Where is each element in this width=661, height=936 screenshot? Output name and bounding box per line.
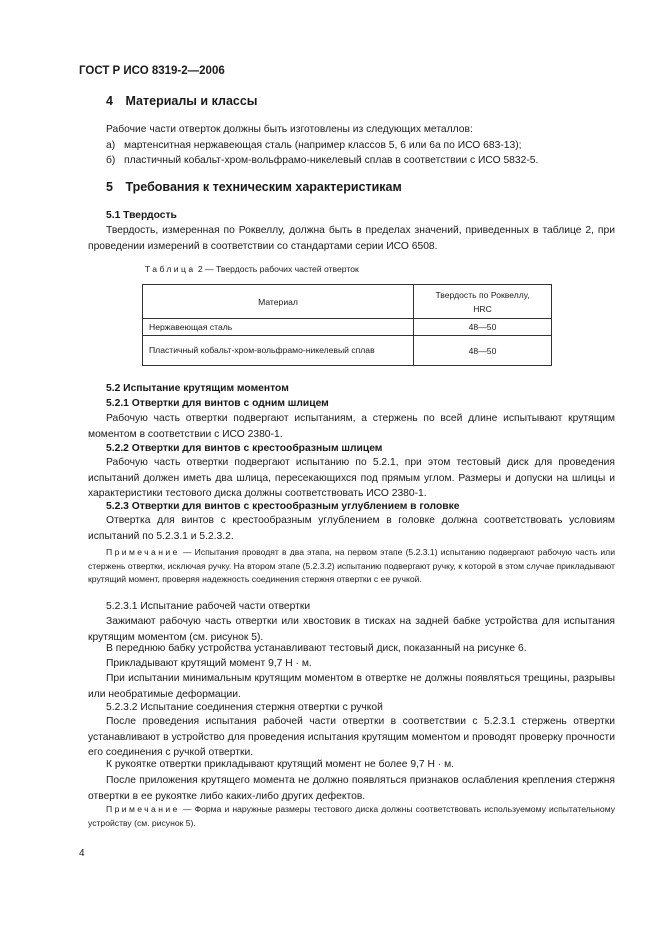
column-header-hardness [414, 285, 552, 319]
paragraph: Прикладывают крутящий момент 9,7 Н · м. [106, 658, 312, 669]
section-number: 5 [106, 180, 113, 194]
paragraph: К рукоятке отвертки прикладывают крутящий момент не более 9,7 Н · м. [106, 759, 455, 770]
subsection-5-2-2-title: 5.2.2 Отвертки для винтов с крестообразным шлицем [106, 443, 383, 454]
table-cell-material: Нержавеющая сталь [143, 319, 414, 336]
section-number: 4 [106, 94, 113, 108]
column-header-line: HRC [473, 303, 492, 314]
note-label: Примечание [106, 547, 180, 557]
paragraph: В переднюю бабку устройства устанавливают тестовый диск, показанный на рисунке 6. [106, 643, 527, 654]
subsection-5-2-2-text: Рабочую часть отвертки подвергают испытанию по 5.2.1, при этом тестовый диск для проведения испытаний должен иметь два шлица, пересекающихся под прямым углом. Размеры и допуски на шлицы и характеристики тестового диска должны соответствовать ИСО 2380-1. [88, 457, 615, 500]
paragraph: После приложения крутящего момента не должно появляться признаков ослабления крепления стержня отвертки в ее рукоятке либо каких-либо других дефектов. [88, 775, 615, 802]
subsection-5-2-3-2-title: 5.2.3.2 Испытание соединения стержня отвертки с ручкой [106, 702, 383, 713]
table-row [143, 319, 552, 336]
table-caption-word: Таблица [145, 264, 196, 274]
document-header: ГОСТ Р ИСО 8319-2—2006 [79, 65, 225, 77]
note-label: Примечание [106, 804, 180, 814]
hardness-table [142, 284, 552, 366]
section-4-intro: Рабочие части отверток должны быть изготовлены из следующих металлов: [106, 124, 473, 135]
table-cell-material: Пластичный кобальт-хром-вольфрамо-никелевый сплав [143, 336, 414, 366]
table-header-row [143, 285, 552, 319]
subsection-5-2-title: 5.2 Испытание крутящим моментом [106, 383, 289, 394]
note-text: — Форма и наружные размеры тестового диска должны соответствовать используемому испытательному устройству (см. рисунок 5). [88, 804, 616, 828]
list-item-text: мартенситная нержавеющая сталь (например классов 5, 6 или 6а по ИСО 683-13); [124, 140, 522, 151]
table-caption [145, 264, 359, 274]
list-item [106, 138, 522, 154]
table-caption-text: 2 — Твердость рабочих частей отверток [197, 264, 359, 274]
table-row [143, 336, 552, 366]
note-1 [88, 546, 615, 587]
subsection-5-2-1-text: Рабочую часть отвертки подвергают испытаниям, а стержень по всей длине испытывают крутящим моментом в соответствии с ИСО 2380-1. [88, 413, 615, 440]
section-5-heading [106, 180, 402, 194]
section-title: Материалы и классы [125, 94, 258, 108]
subsection-5-1-text: Твердость, измеренная по Роквеллу, должна быть в пределах значений, приведенных в таблице 2, при проведении измерений в соответствии со стандартами серии ИСО 6508. [88, 225, 615, 252]
subsection-5-1-title: 5.1 Твердость [106, 210, 177, 221]
paragraph: Зажимают рабочую часть отвертки или хвостовик в тисках на задней бабке устройства для испытания крутящим моментом (см. рисунок 5). [88, 616, 615, 643]
table-cell-hardness: 48—50 [414, 336, 552, 366]
subsection-5-2-3-text: Отвертка для винтов с крестообразным углублением в головке должна соответствовать условиям испытаний по 5.2.3.1 и 5.2.3.2. [88, 515, 615, 542]
section-4-heading [106, 94, 257, 108]
page-number: 4 [79, 848, 85, 859]
subsection-5-2-3-1-title: 5.2.3.1 Испытание рабочей части отвертки [106, 601, 311, 612]
list-item [106, 153, 538, 169]
note-text: — Испытания проводят в два этапа, на первом этапе (5.2.3.1) испытанию подвергают рабочую часть или стержень отвертки, исключая ручку. На втором этапе (5.2.3.2) испытанию подвергают ручку, к которой в этом случае прикладывают крутящий момент, проверяя надежность соединения стержня отвертки с ее ручкой. [88, 547, 616, 585]
table-cell-hardness: 48—50 [414, 319, 552, 336]
paragraph: При испытании минимальным крутящим моментом в отвертке не должны появляться трещины, разрывы или необратимые деформации. [88, 673, 615, 700]
note-2 [88, 803, 615, 830]
section-title: Требования к техническим характеристикам [125, 180, 402, 194]
column-header-line: Твердость по Роквеллу, [435, 289, 530, 300]
list-marker: а) [106, 140, 116, 151]
list-marker: б) [106, 155, 116, 166]
column-header-material: Материал [143, 285, 414, 319]
list-item-text: пластичный кобальт-хром-вольфрамо-никелевый сплав в соответствии с ИСО 5832-5. [124, 155, 539, 166]
subsection-5-2-1-title: 5.2.1 Отвертки для винтов с одним шлицем [106, 398, 329, 409]
subsection-5-2-3-title: 5.2.3 Отвертки для винтов с крестообразным углублением в головке [106, 501, 460, 512]
paragraph: После проведения испытания рабочей части отвертки в соответствии с 5.2.3.1 стержень отвертки устанавливают в устройство для проведения испытания крутящим моментом и проводят проверку прочности его соединения с ручкой отвертки. [88, 716, 615, 759]
